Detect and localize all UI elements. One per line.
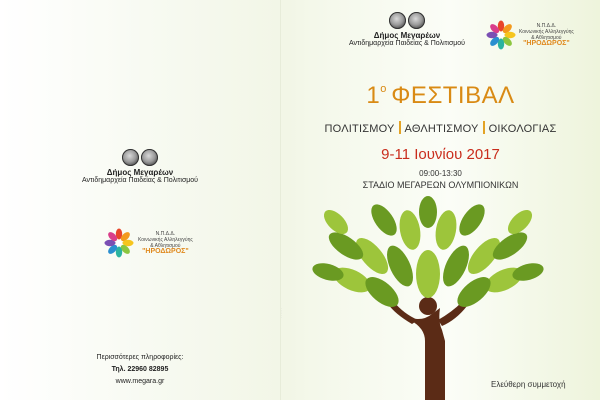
right-municipality-block (337, 12, 477, 47)
theme-divider (483, 121, 485, 134)
left-npdd-line1: Κοινωνικής Αλληλεγγύης (138, 237, 193, 243)
left-npdd-name: "ΗΡΟΔΩΡΟΣ" (142, 248, 189, 255)
festival-ordinal: ο (380, 83, 387, 95)
coin-seal-icon (337, 12, 477, 29)
festival-number: 1 (366, 82, 381, 109)
theme-ecology: ΟΙΚΟΛΟΓΙΑΣ (488, 123, 557, 135)
tree-trunk (400, 308, 445, 400)
coin-seal-icon (0, 149, 280, 166)
festival-hours: 09:00-13:30 (419, 169, 462, 178)
right-npdd-logo (486, 20, 574, 50)
right-npdd-line2: & Αθλητισμού (531, 35, 562, 41)
right-department: Αντιδημαρχεία Παιδείας & Πολιτισμού (348, 40, 466, 47)
back-cover (0, 0, 280, 400)
left-municipality-block (0, 149, 280, 184)
spine-mark: · · · · · · (279, 307, 283, 318)
tree-head (419, 297, 437, 315)
festival-venue: ΣΤΑΔΙΟ ΜΕΓΑΡΕΩΝ ΟΛΥΜΠΙΟΝΙΚΩΝ (362, 180, 519, 190)
festival-themes (281, 121, 600, 135)
festival-title (281, 82, 600, 110)
contact-block (0, 352, 280, 388)
theme-culture: ΠΟΛΙΤΙΣΜΟΥ (324, 123, 395, 135)
theme-sports: ΑΘΛΗΤΙΣΜΟΥ (404, 123, 479, 135)
phone-number: Τηλ. 22960 82895 (111, 366, 169, 373)
festival-dates: 9-11 Ιουνίου 2017 (381, 146, 500, 163)
free-entry: Ελεύθερη συμμετοχή (491, 380, 566, 389)
right-npdd-name: "ΗΡΟΔΩΡΟΣ" (523, 40, 570, 47)
flower-logo-icon (104, 228, 134, 258)
left-department: Αντιδημαρχεία Παιδείας & Πολιτισμού (81, 177, 199, 184)
theme-divider (399, 121, 401, 134)
front-cover (281, 0, 600, 400)
right-municipality-name: Δήμος Μεγαρέων (373, 31, 441, 40)
tree-illustration (270, 196, 570, 400)
flower-logo-icon (486, 20, 516, 50)
website-link[interactable]: www.megara.gr (115, 378, 165, 385)
info-heading: Περισσότερες πληροφορίες: (96, 354, 184, 361)
right-npdd-acronym: Ν.Π.Δ.Δ. (536, 23, 557, 29)
left-npdd-acronym: Ν.Π.Δ.Δ. (155, 231, 176, 237)
left-npdd-logo (104, 228, 193, 258)
right-npdd-line1: Κοινωνικής Αλληλεγγύης (519, 29, 574, 35)
left-municipality-name: Δήμος Μεγαρέων (106, 168, 174, 177)
left-npdd-line2: & Αθλητισμού (150, 243, 181, 249)
tree-leaves (310, 196, 545, 313)
festival-word: ΦΕΣΤΙΒΑΛ (391, 82, 515, 109)
